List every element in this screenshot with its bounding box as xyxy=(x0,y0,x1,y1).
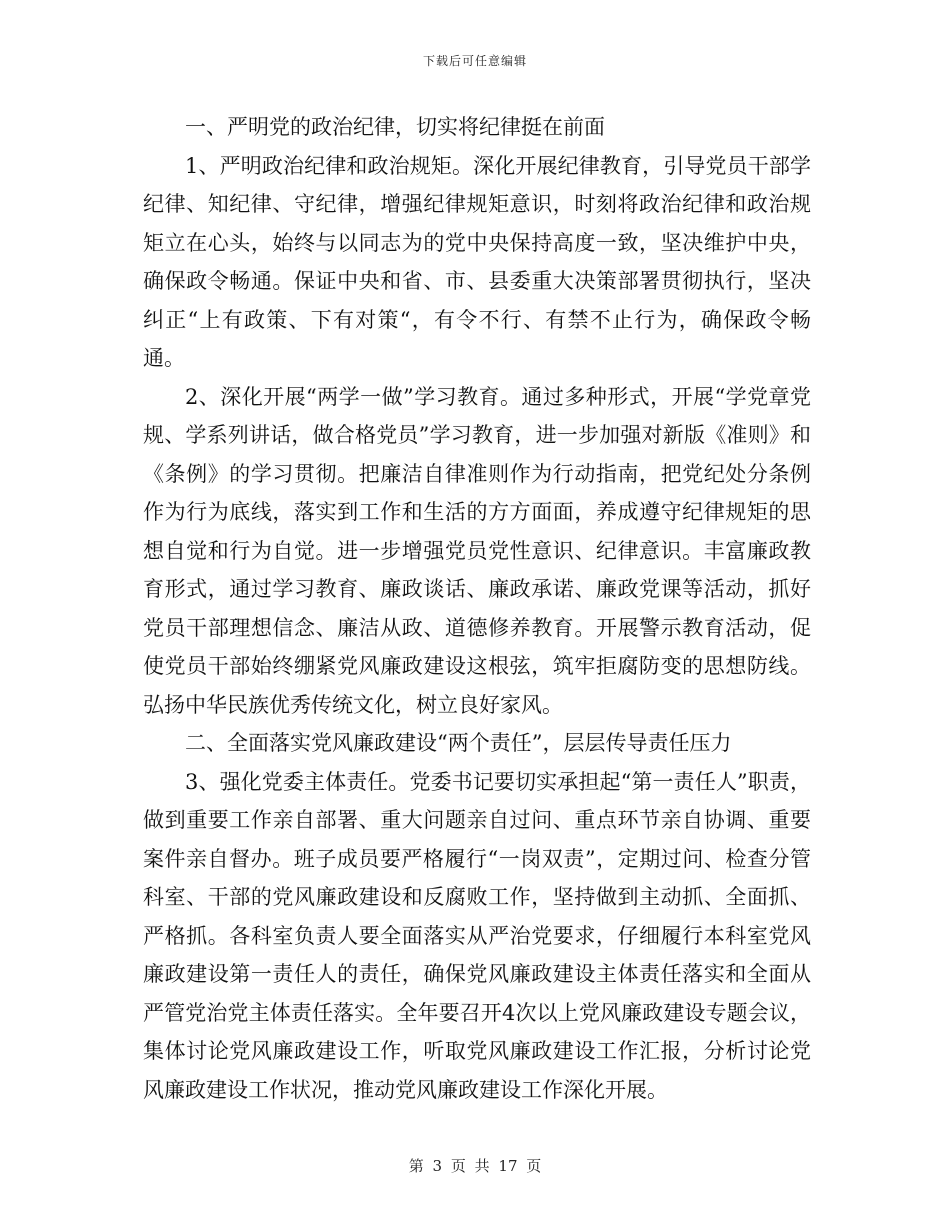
paragraph-item-1: 1、严明政治纪律和政治规矩。深化开展纪律教育，引导党员干部学纪律、知纪律、守纪律，增强纪律规矩意识，时刻将政治纪律和政治规矩立在心头，始终与以同志为的党中央保持高度一致，坚决维护中央，确保政令畅通。保证中央和省、市、县委重大决策部署贯彻执行，坚决纠正“上有政策、下有对策“，有令不行、有禁不止行为，确保政令畅通。 xyxy=(143,153,811,370)
page-header-note: 下载后可任意编辑 xyxy=(422,54,527,68)
footer-total-pages: 17 xyxy=(498,1157,518,1175)
paragraph-item-3: 3、强化党委主体责任。党委书记要切实承担起“第一责任人”职责，做到重要工作亲自部署、重大问题亲自过问、重点环节亲自协调、重要案件亲自督办。班子成员要严格履行“一岗双责”，定期过问、检查分管科室、干部的党风廉政建设和反腐败工作，坚持做到主动抓、全面抓、严格抓。各科室负责人要全面落实从严治党要求，仔细履行本科室党风廉政建设第一责任人的责任，确保党风廉政建设主体责任落实和全面从严管党治党主体责任落实。全年要召开4次以上党风廉政建设专题会议，集体讨论党风廉政建设工作，听取党风廉政建设工作汇报，分析讨论党风廉政建设工作状况，推动党风廉政建设工作深化开展。 xyxy=(143,769,811,1102)
document-body xyxy=(143,108,811,1109)
page-footer xyxy=(0,1155,950,1176)
section-heading-1: 一、严明党的政治纪律，切实将纪律挺在前面 xyxy=(185,115,605,139)
footer-di: 第 xyxy=(408,1157,424,1175)
section-heading-2: 二、全面落实党风廉政建设“两个责任”，层层传导责任压力 xyxy=(185,731,732,755)
footer-ye: 页 xyxy=(450,1157,466,1175)
footer-ye-2: 页 xyxy=(526,1157,542,1175)
footer-gong: 共 xyxy=(474,1157,490,1175)
paragraph-item-2: 2、深化开展“两学一做”学习教育。通过多种形式，开展“学党章党规、学系列讲话，做合格党员”学习教育，进一步加强对新版《准则》和《条例》的学习贯彻。把廉洁自律准则作为行动指南，把党纪处分条例作为行为底线，落实到工作和生活的方方面面，养成遵守纪律规矩的思想自觉和行为自觉。进一步增强党员党性意识、纪律意识。丰富廉政教育形式，通过学习教育、廉政谈话、廉政承诺、廉政党课等活动，抓好党员干部理想信念、廉洁从政、道德修养教育。开展警示教育活动，促使党员干部始终绷紧党风廉政建设这根弦，筑牢拒腐防变的思想防线。弘扬中华民族优秀传统文化，树立良好家风。 xyxy=(143,384,811,717)
footer-page-number: 3 xyxy=(432,1157,443,1175)
